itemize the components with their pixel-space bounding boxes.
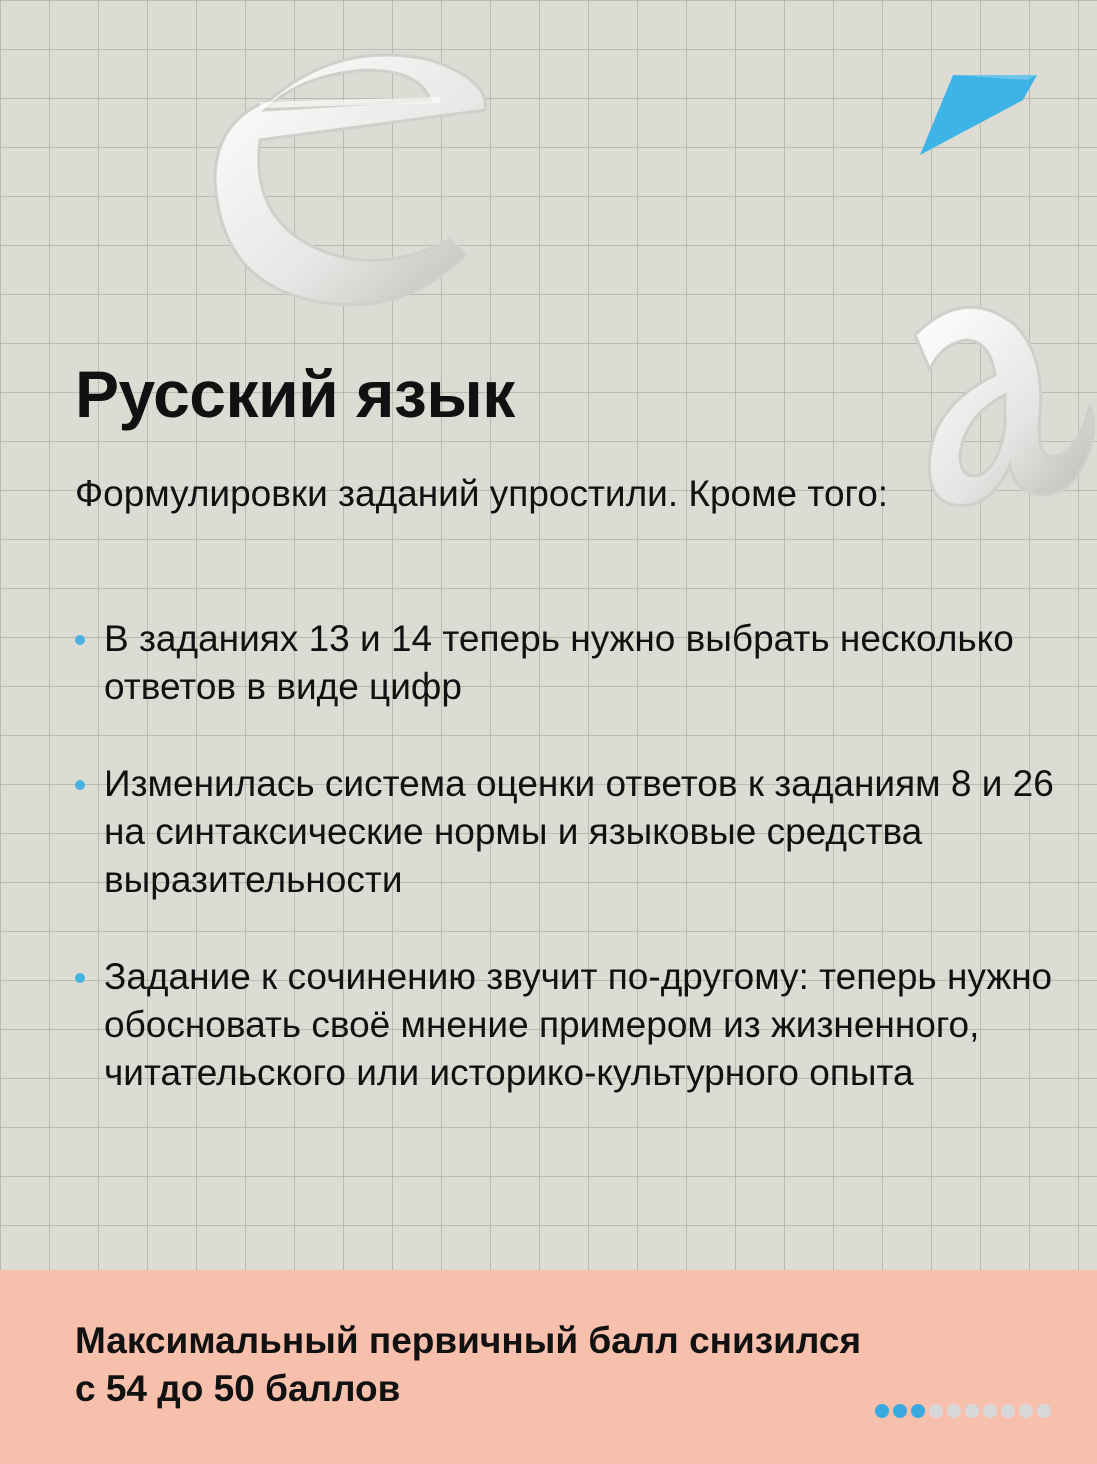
bullet-dot-icon bbox=[75, 635, 85, 645]
pager-dot[interactable] bbox=[947, 1404, 961, 1418]
pager-dot[interactable] bbox=[929, 1404, 943, 1418]
list-item-text: Задание к сочинению звучит по-другому: теперь нужно обосновать своё мнение примером из жизненного, читательского или историко-культурного опыта bbox=[104, 956, 1053, 1093]
pager-dot[interactable] bbox=[911, 1404, 925, 1418]
pager-dot[interactable] bbox=[893, 1404, 907, 1418]
pager-dot[interactable] bbox=[965, 1404, 979, 1418]
pager-dot[interactable] bbox=[1001, 1404, 1015, 1418]
list-item bbox=[75, 615, 1055, 711]
change-list bbox=[75, 615, 1055, 1146]
blue-shape-decoration bbox=[915, 70, 1040, 160]
list-item-text: В заданиях 13 и 14 теперь нужно выбрать несколько ответов в виде цифр bbox=[104, 618, 1014, 707]
footer-band bbox=[0, 1270, 1097, 1464]
list-item-text: Изменилась система оценки ответов к заданиям 8 и 26 на синтаксические нормы и языковые средства выразительности bbox=[104, 763, 1054, 900]
pager-dot[interactable] bbox=[1019, 1404, 1033, 1418]
list-item bbox=[75, 953, 1055, 1097]
page-title: Русский язык bbox=[75, 357, 515, 431]
bullet-dot-icon bbox=[75, 973, 85, 983]
slide-pager bbox=[875, 1404, 1051, 1418]
pager-dot[interactable] bbox=[875, 1404, 889, 1418]
footer-highlight-text: Максимальный первичный балл снизился с 54 до 50 баллов bbox=[75, 1320, 862, 1409]
intro-text: Формулировки заданий упростили. Кроме того: bbox=[75, 473, 889, 514]
pager-dot[interactable] bbox=[1037, 1404, 1051, 1418]
pager-dot[interactable] bbox=[983, 1404, 997, 1418]
bullet-dot-icon bbox=[75, 780, 85, 790]
letter-e-decoration bbox=[190, 0, 510, 320]
list-item bbox=[75, 760, 1055, 904]
